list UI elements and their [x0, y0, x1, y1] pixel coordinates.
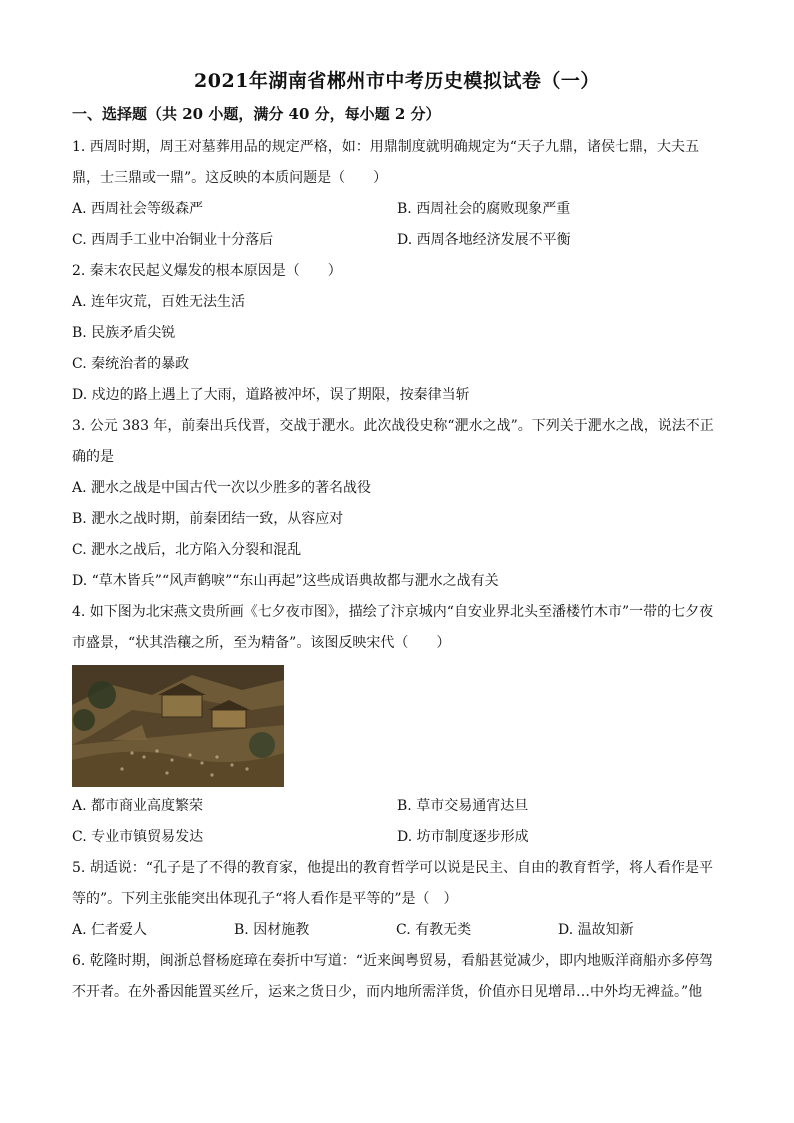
- question-5-option-d: D. 温故知新: [558, 922, 634, 938]
- question-2-option-a: A. 连年灾荒，百姓无法生活: [72, 294, 246, 310]
- question-4-option-d: D. 坊市制度逐步形成: [397, 829, 529, 845]
- page-title: 2021年湖南省郴州市中考历史模拟试卷（一）: [194, 70, 600, 92]
- question-3-option-c: C. 淝水之战后，北方陷入分裂和混乱: [72, 542, 302, 558]
- question-1-option-c: C. 西周手工业中冶铜业十分落后: [72, 232, 274, 248]
- question-4-options-row-2: [72, 822, 722, 853]
- question-3-option-a: A. 淝水之战是中国古代一次以少胜多的著名战役: [72, 480, 372, 496]
- question-5-option-a: A. 仁者爱人: [72, 922, 148, 938]
- question-2-option-d: D. 戍边的路上遇上了大雨，道路被冲坏，误了期限，按秦律当斩: [72, 387, 470, 403]
- question-2-option-c: C. 秦统治者的暴政: [72, 356, 190, 372]
- question-1-option-a: A. 西周社会等级森严: [72, 201, 204, 217]
- question-3-stem: 3. 公元 383 年，前秦出兵伐晋，交战于淝水。此次战役史称“淝水之战”。下列关于淝水之战，说法不正确的是: [72, 418, 714, 465]
- question-4-option-c: C. 专业市镇贸易发达: [72, 829, 204, 845]
- question-4-option-a: A. 都市商业高度繁荣: [72, 798, 204, 814]
- question-4-option-b: B. 草市交易通宵达旦: [397, 798, 529, 814]
- question-1-option-d: D. 西周各地经济发展不平衡: [397, 232, 571, 248]
- question-1-option-b: B. 西周社会的腐败现象严重: [397, 201, 571, 217]
- question-3-option-d: D. “草木皆兵”“风声鹤唳”“东山再起”这些成语典故都与淝水之战有关: [72, 573, 499, 589]
- question-4-options-row-1: [72, 791, 722, 822]
- question-5-option-b: B. 因材施教: [234, 922, 310, 938]
- question-2-stem: 2. 秦末农民起义爆发的根本原因是（ ）: [72, 263, 342, 279]
- question-4-stem: 4. 如下图为北宋燕文贵所画《七夕夜市图》，描绘了汴京城内“自安业界北头至潘楼竹木市”一带的七夕夜市盛景，“状其浩穰之所，至为精备”。该图反映宋代（ ）: [72, 604, 714, 651]
- question-5-options-row: [72, 915, 722, 946]
- painting-image: [72, 665, 284, 787]
- painting-illustration: [72, 665, 284, 787]
- exam-page: [72, 66, 722, 1008]
- question-5-stem: 5. 胡适说：“孔子是了不得的教育家，他提出的教育哲学可以说是民主、自由的教育哲学，将人看作是平等的”。下列主张能突出体现孔子“将人看作是平等的”是（ ）: [72, 860, 713, 907]
- question-2-option-b: B. 民族矛盾尖锐: [72, 325, 176, 341]
- section-heading: 一、选择题（共 20 小题，满分 40 分，每小题 2 分）: [72, 105, 441, 123]
- question-1-options-row-1: [72, 194, 722, 225]
- question-6-stem: 6. 乾隆时期，闽浙总督杨庭璋在奏折中写道：“近来闽粤贸易，看船甚觉减少，即内地贩洋商船亦多停驾不开者。在外番因能置买丝斤，运来之货日少，而内地所需洋货，价值亦日见增昂…中外均无裨益。”他: [72, 953, 713, 1000]
- question-1-stem: 1. 西周时期，周王对墓葬用品的规定严格，如：用鼎制度就明确规定为“天子九鼎，诸侯七鼎，大夫五鼎，士三鼎或一鼎”。这反映的本质问题是（ ）: [72, 139, 699, 186]
- question-1-options-row-2: [72, 225, 722, 256]
- question-3-option-b: B. 淝水之战时期，前秦团结一致，从容应对: [72, 511, 344, 527]
- question-5-option-c: C. 有教无类: [396, 922, 472, 938]
